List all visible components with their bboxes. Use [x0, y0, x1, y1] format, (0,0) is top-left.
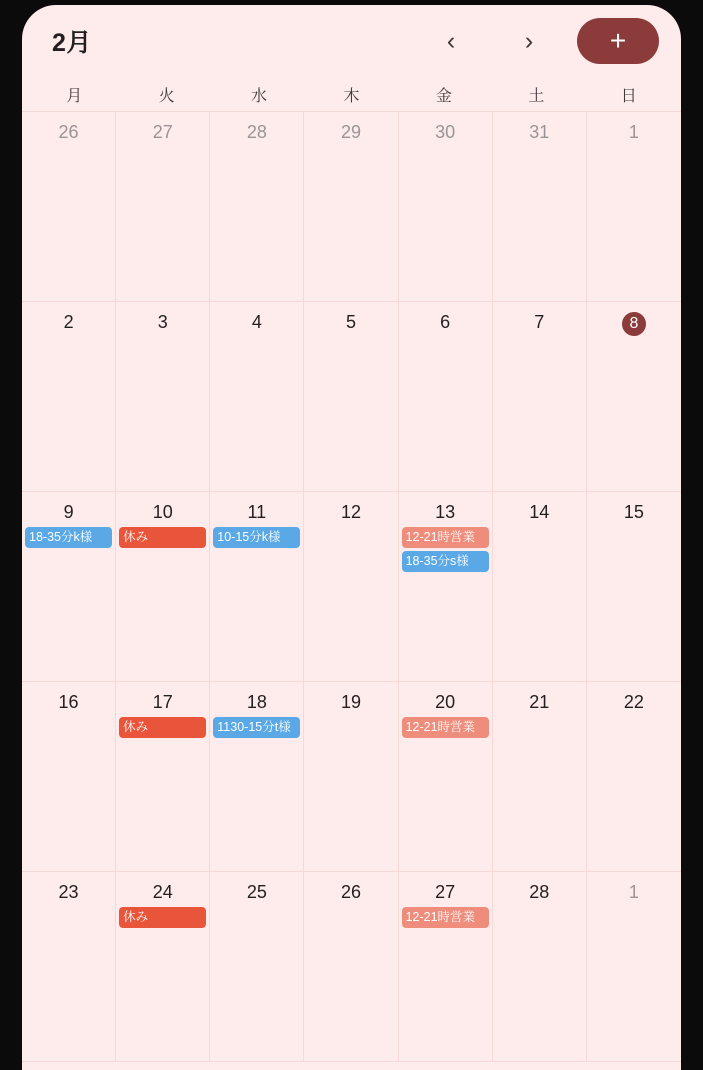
day-number: 30: [435, 122, 456, 142]
calendar-day-cell[interactable]: [210, 112, 304, 302]
day-events: [210, 527, 303, 548]
calendar-day-cell[interactable]: [399, 302, 493, 492]
day-number: 21: [529, 692, 550, 712]
day-number: 26: [340, 882, 361, 902]
day-number: [587, 310, 681, 334]
day-events: [399, 907, 492, 928]
today-marker: 8: [622, 312, 646, 336]
calendar-day-cell[interactable]: [22, 492, 116, 682]
day-number: 25: [246, 882, 267, 902]
calendar-day-cell[interactable]: [587, 872, 681, 1062]
day-number: 7: [534, 312, 545, 332]
calendar-day-cell[interactable]: [210, 872, 304, 1062]
day-events: [399, 717, 492, 738]
day-number: 1: [628, 882, 639, 902]
calendar-event[interactable]: 休み: [119, 527, 206, 548]
calendar-event[interactable]: 12-21時営業: [402, 717, 489, 738]
calendar-app: [22, 5, 681, 1070]
calendar-day-cell[interactable]: [587, 682, 681, 872]
day-events: [22, 527, 115, 548]
weekday-label: 日: [620, 87, 637, 105]
calendar-header: [22, 5, 681, 77]
day-number: 13: [435, 502, 456, 522]
day-number: 14: [529, 502, 550, 522]
page-title: 2月: [52, 29, 92, 57]
calendar-event[interactable]: 1130-15分t様: [213, 717, 300, 738]
calendar-event[interactable]: 18-35分s様: [402, 551, 489, 572]
next-month-button[interactable]: ›: [507, 19, 551, 63]
calendar-day-cell[interactable]: [304, 112, 398, 302]
day-events: [116, 907, 209, 928]
day-number: 26: [58, 122, 79, 142]
calendar-day-cell[interactable]: [210, 302, 304, 492]
calendar-day-cell[interactable]: [116, 872, 210, 1062]
weekday-label: 土: [528, 87, 545, 105]
calendar-day-cell[interactable]: [22, 872, 116, 1062]
day-number: 29: [340, 122, 361, 142]
calendar-day-cell[interactable]: [493, 112, 587, 302]
day-number: 31: [529, 122, 550, 142]
day-number: 2: [63, 312, 74, 332]
day-number: 15: [623, 502, 644, 522]
day-number: 17: [152, 692, 173, 712]
calendar-day-cell[interactable]: [493, 682, 587, 872]
calendar-day-cell[interactable]: [493, 872, 587, 1062]
calendar-event[interactable]: 18-35分k様: [25, 527, 112, 548]
calendar-event[interactable]: 12-21時営業: [402, 527, 489, 548]
calendar-day-cell[interactable]: [116, 492, 210, 682]
day-number: 6: [440, 312, 451, 332]
day-events: [116, 717, 209, 738]
calendar-day-cell[interactable]: [493, 302, 587, 492]
calendar-day-cell[interactable]: [210, 682, 304, 872]
calendar-day-cell[interactable]: [210, 492, 304, 682]
calendar-event[interactable]: 休み: [119, 717, 206, 738]
day-number: 19: [340, 692, 361, 712]
calendar-event[interactable]: 休み: [119, 907, 206, 928]
day-number: 5: [345, 312, 356, 332]
day-number: 22: [623, 692, 644, 712]
calendar-day-cell[interactable]: [399, 492, 493, 682]
day-number: 23: [58, 882, 79, 902]
calendar-day-cell[interactable]: [493, 492, 587, 682]
calendar-event[interactable]: 10-15分k様: [213, 527, 300, 548]
day-number: 28: [529, 882, 550, 902]
prev-month-button[interactable]: ‹: [429, 19, 473, 63]
calendar-day-cell[interactable]: [304, 682, 398, 872]
calendar-day-cell[interactable]: [587, 112, 681, 302]
calendar-day-cell[interactable]: [116, 112, 210, 302]
calendar-event[interactable]: 12-21時営業: [402, 907, 489, 928]
calendar-day-cell[interactable]: [399, 682, 493, 872]
calendar-day-cell[interactable]: [22, 302, 116, 492]
calendar-day-cell[interactable]: [587, 492, 681, 682]
day-number: 3: [157, 312, 168, 332]
day-number: 20: [435, 692, 456, 712]
day-number: 12: [340, 502, 361, 522]
day-number: 4: [251, 312, 262, 332]
day-number: 27: [435, 882, 456, 902]
calendar-day-cell[interactable]: [304, 302, 398, 492]
calendar-day-cell[interactable]: [22, 112, 116, 302]
day-number: 28: [246, 122, 267, 142]
weekday-label: 月: [66, 87, 83, 105]
calendar-day-cell[interactable]: [116, 682, 210, 872]
day-number: 18: [246, 692, 267, 712]
day-events: [210, 717, 303, 738]
day-number: 1: [628, 122, 639, 142]
day-number: 10: [152, 502, 173, 522]
calendar-day-cell[interactable]: [399, 112, 493, 302]
add-event-button[interactable]: +: [577, 18, 659, 64]
weekday-label: 火: [158, 87, 175, 105]
calendar-grid: [22, 111, 681, 1062]
weekday-header-row: [22, 77, 681, 111]
day-number: 9: [63, 502, 74, 522]
day-number: 16: [58, 692, 79, 712]
weekday-label: 木: [343, 87, 360, 105]
calendar-day-cell[interactable]: [22, 682, 116, 872]
day-events: [116, 527, 209, 548]
day-number: 27: [152, 122, 173, 142]
calendar-day-cell[interactable]: [399, 872, 493, 1062]
day-events: [399, 527, 492, 572]
day-number: 24: [152, 882, 173, 902]
calendar-day-cell[interactable]: [587, 302, 681, 492]
day-number: 11: [247, 502, 267, 522]
weekday-label: 水: [251, 87, 268, 105]
calendar-day-cell[interactable]: [304, 872, 398, 1062]
calendar-day-cell[interactable]: [116, 302, 210, 492]
calendar-day-cell[interactable]: [304, 492, 398, 682]
weekday-label: 金: [435, 87, 452, 105]
